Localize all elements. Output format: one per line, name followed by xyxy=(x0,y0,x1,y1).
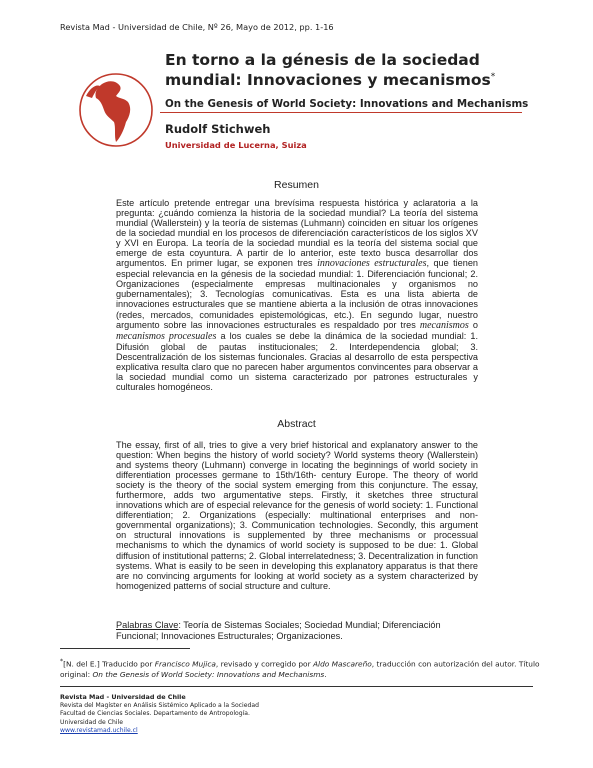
footer-rule xyxy=(60,686,533,687)
footer-journal: Revista Mad - Universidad de Chile xyxy=(60,693,186,701)
resumen-body xyxy=(116,198,478,392)
page-footer xyxy=(60,693,259,736)
footnote-text-2: , revisado y corregido por xyxy=(215,659,311,669)
article-title-text: En torno a la génesis de la sociedad mundial: Innovaciones y mecanismos xyxy=(165,51,491,90)
title-rule xyxy=(160,112,522,113)
author-name: Rudolf Stichweh xyxy=(165,122,271,136)
footnote-translator: Francisco Mujica xyxy=(154,659,216,669)
footnote-mark: * xyxy=(60,658,64,665)
keywords xyxy=(116,620,478,642)
footnote-rule xyxy=(60,648,190,649)
keywords-text: : Teoría de Sistemas Sociales; Sociedad Mundial; Diferenciación Funcional; Innovaciones Estructurales; Organizaciones. xyxy=(116,620,441,641)
footer-line-1: Revista del Magíster en Análisis Sistémico Aplicado a la Sociedad xyxy=(60,701,259,709)
article-subtitle: On the Genesis of World Society: Innovations and Mechanisms xyxy=(165,98,529,110)
abstract-heading: Abstract xyxy=(277,418,316,430)
resumen-heading: Resumen xyxy=(274,179,319,191)
footer-line-3: Universidad de Chile xyxy=(60,718,123,726)
article-title xyxy=(165,52,535,89)
title-footnote-mark: * xyxy=(490,72,496,82)
globe-americas-icon xyxy=(72,58,172,158)
footnote-editor: Aldo Mascareño xyxy=(312,659,372,669)
footnote-original-title: On the Genesis of World Society: Innovations and Mechanisms xyxy=(92,670,325,680)
resumen-emphasis-2: mecanismos xyxy=(419,319,469,331)
resumen-text-4: a los cuales se debe la dinámica de la sociedad mundial: 1. Difusión global de pautas institucionales; 2. Interdependencia global; 3. Descentralización de los sistemas funcionales. Gracias al desarrollo de esta perspectiva explicativa resulta claro que no parecen haber argumentos convincentes para observar a la sociedad mundial como un sistema caracterizado por patrones estructurales y culturales homogéneos. xyxy=(116,330,478,392)
footnote xyxy=(60,656,540,680)
footnote-text-3: , traducción con autorización del autor. Título original: xyxy=(60,659,540,680)
footer-url-link[interactable]: www.revistamad.uchile.cl xyxy=(60,727,138,735)
resumen-text-2: , que tienen especial relevancia en la génesis de la sociedad mundial: 1. Diferenciación funcional; 2. Organizaciones (especialmente empresas multinacionales y organismos no gubernamentales); 3. Tecnologías comunicativas. Esta es una lista abierta de innovaciones estructurales que se mantiene abierta a la inclusión de otras innovaciones (redes, mercados, comunidades epistemológicas, etc.). En segundo lugar, nuestro argumento sobre las innovaciones estructurales es respaldado por tres xyxy=(116,258,478,330)
resumen-text-1: Este artículo pretende entregar una brevísima respuesta histórica y aclaratoria a la pregunta: ¿cuándo comienza la historia de la sociedad mundial? La teoría del sistema mundial (Wallerstein) y la teoría de sistemas (Luhmann) coinciden en situar los orígenes de la sociedad mundial en los procesos de diferenciación característicos de los siglos XV y XVI en Europa. La teoría de la sociedad mundial es la teoría del sistema social que emerge de esta coyuntura. A partir de lo anterior, este texto busca desarrollar dos argumentos. En primer lugar, se exponen tres xyxy=(116,198,478,269)
journal-reference: Revista Mad - Universidad de Chile, Nº 26, Mayo de 2012, pp. 1-16 xyxy=(60,22,334,32)
resumen-text-3: o xyxy=(472,319,478,330)
footnote-text-4: . xyxy=(324,670,327,680)
keywords-label: Palabras Clave xyxy=(116,620,179,630)
resumen-emphasis-3: mecanismos procesuales xyxy=(116,330,217,342)
footnote-text-1: [N. del E.] Traducido por xyxy=(63,659,153,669)
abstract-body: The essay, first of all, tries to give a very brief historical and explanatory answer to the question: When begins the history of world society? World systems theory (Wallerstein) and systems theory (Luhmann) converge in locating the beginnings of world society in differentiation processes germane to 15th/16th- century Europe. The theory of world society is the theory of the social system emerging from this conjuncture. The essay, furthermore, adds two argumentative steps. Firstly, it sketches three structural innovations which are of especial relevance for the genesis of world society: 1. Functional differentiation; 2. Organizations (especially: multinational enterprises and non- governmental organizations); 3. Communication technologies. Secondly, this argument on structural innovations is supplemented by three mechanisms or processual mechanisms to which the dynamics of world society is supposed to be due: 1. Global diffusion of institutional patterns; 2. Global interrelatedness; 3. Decentralization in function systems. What is easily to be seen in developing this explanatory apparatus is that there are no convincing arguments for looking at world society as a system characterized by homogenized patterns of social structure and culture. xyxy=(116,440,478,591)
resumen-emphasis-1: innovaciones estructurales xyxy=(317,258,427,270)
author-affiliation: Universidad de Lucerna, Suiza xyxy=(165,140,307,150)
footer-line-2: Facultad de Ciencias Sociales. Departamento de Antropología. xyxy=(60,710,250,718)
